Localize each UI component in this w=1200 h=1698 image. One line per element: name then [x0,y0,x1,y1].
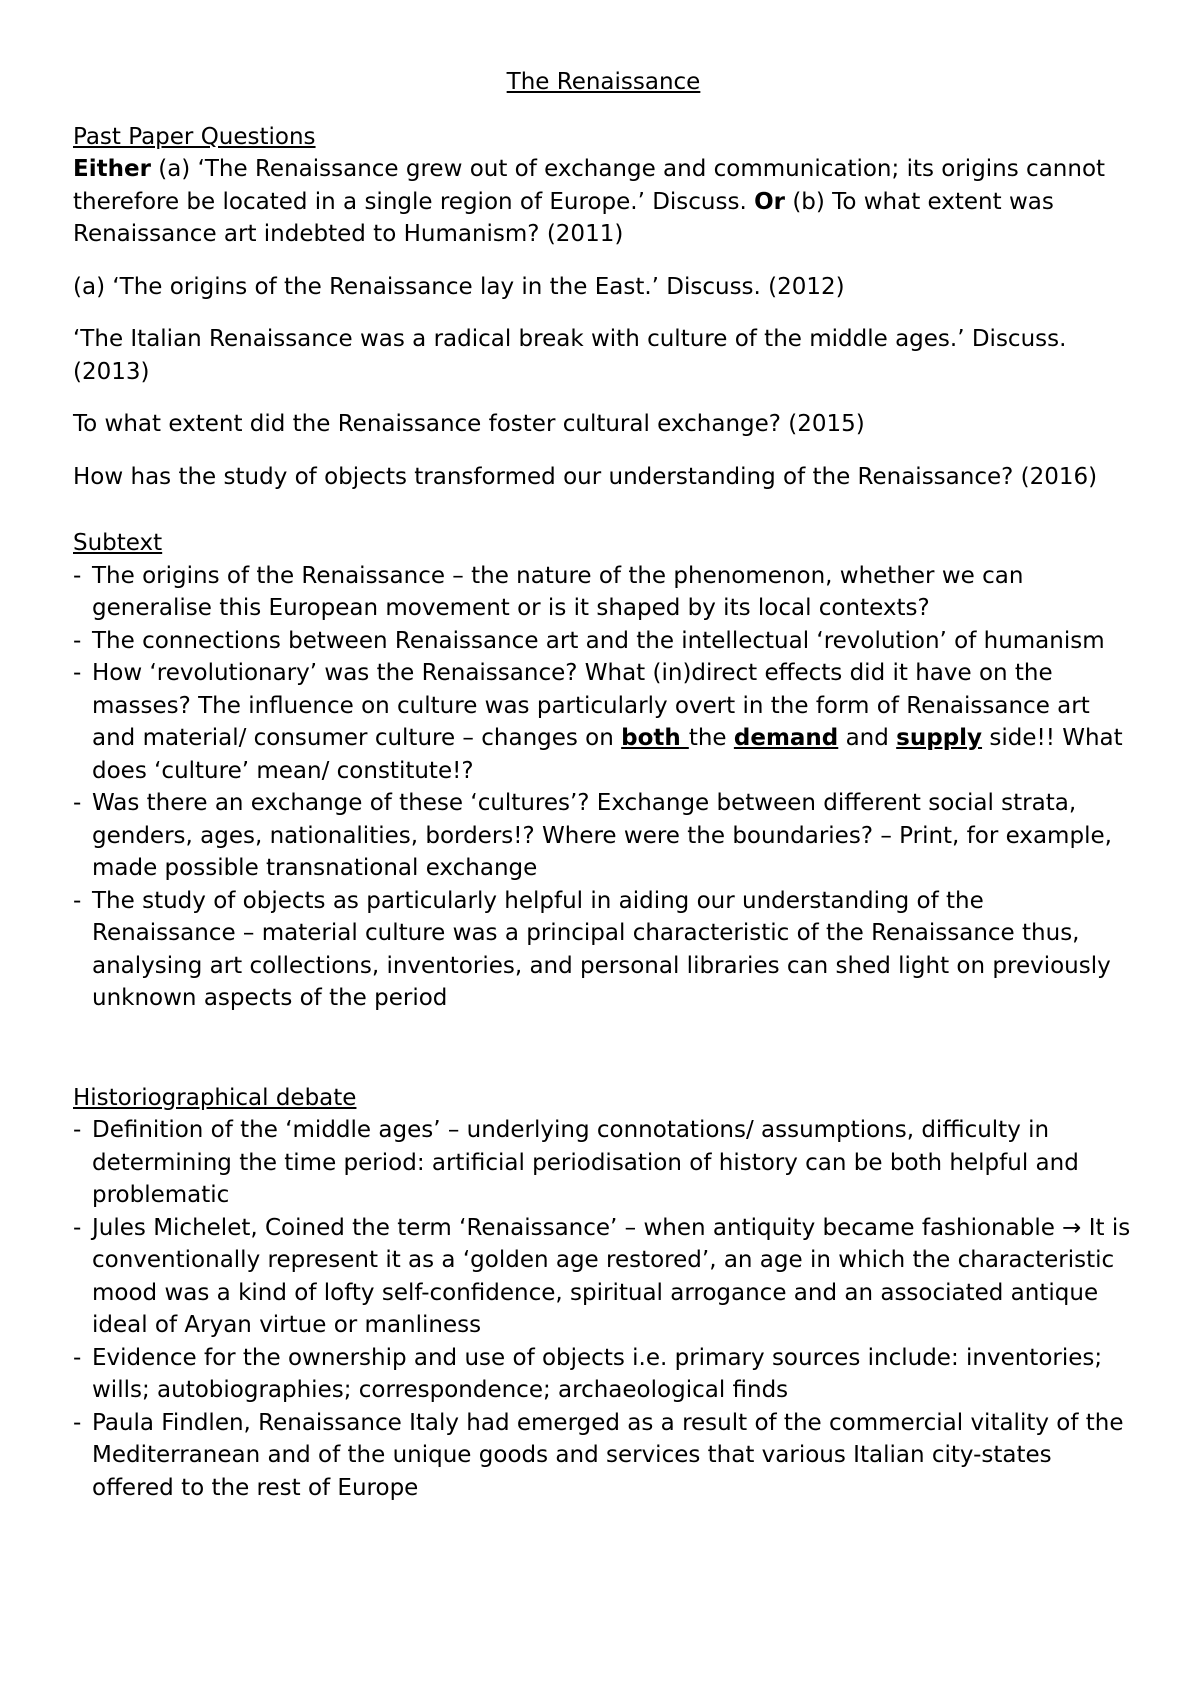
question-2011 [73,153,1134,251]
subtext-list [73,560,1134,1015]
question-2012: (a) ‘The origins of the Renaissance lay in the East.’ Discuss. (2012) [73,273,845,300]
question-2011-part-b: (b) To what extent was Renaissance art indebted to Humanism? (2011) [73,188,1054,247]
list-item: - Jules Michelet, Coined the term ‘Renaissance’ – when antiquity became fashionable → It is conventionally represent it as a ‘golden age restored’, an age in which the characteristic mood was a kind of lofty self-confidence, spiritual arrogance and an associated antique ideal of Aryan virtue or manliness [73,1212,1134,1342]
emphasis-supply: supply [896,725,983,751]
list-item: - The connections between Renaissance art and the intellectual ‘revolution’ of humanism [73,625,1134,658]
list-item-text: and [838,725,897,751]
list-item: - Definition of the ‘middle ages’ – underlying connotations/ assumptions, difficulty in determining the time period: artificial periodisation of history can be both helpful and problematic [73,1114,1134,1212]
past-papers-section [73,121,1134,494]
question-2015: To what extent did the Renaissance foster cultural exchange? (2015) [73,411,865,437]
or-label: Or [754,188,786,215]
page-title: The Renaissance [506,69,701,95]
historiography-list [73,1114,1134,1504]
past-papers-heading: Past Paper Questions [73,123,316,150]
question-2011-part-a: (a) ‘The Renaissance grew out of exchange and communication; its origins cannot therefore be located in a single region of Europe.’ Discuss. [73,156,1106,215]
historiography-heading: Historiographical debate [73,1084,357,1111]
subtext-heading: Subtext [73,530,163,556]
list-item: - Evidence for the ownership and use of objects i.e. primary sources include: inventories; wills; autobiographies; correspondence; archaeological finds [73,1342,1134,1407]
list-item-text: side!! What does ‘culture’ mean/ constitute!? [92,725,1123,784]
list-item: - Paula Findlen, Renaissance Italy had emerged as a result of the commercial vitality of the Mediterranean and of the unique goods and services that various Italian city-states offered to the rest of Europe [73,1407,1134,1505]
subtext-section [73,527,1134,1015]
historiography-section [73,1082,1134,1505]
list-item-text: the [688,725,734,751]
question-2013: ‘The Italian Renaissance was a radical break with culture of the middle ages.’ Discuss. (2013) [73,326,1067,385]
list-item: - Was there an exchange of these ‘cultures’? Exchange between different social strata, genders, ages, nationalities, borders!? Where were the boundaries? – Print, for example, made possible transnational exchange [73,787,1134,885]
emphasis-both: both [621,725,689,751]
list-item [73,657,1134,787]
list-item-text: How ‘revolutionary’ was the Renaissance? What (in)direct effects did it have on the masses? The influence on culture was particularly overt in the form of Renaissance art and material/ consumer culture – changes on [92,660,1090,751]
list-item: - The origins of the Renaissance – the nature of the phenomenon, whether we can generalise this European movement or is it shaped by its local contexts? [73,560,1134,625]
question-2016: How has the study of objects transformed our understanding of the Renaissance? (2016) [73,463,1098,490]
list-item: - The study of objects as particularly helpful in aiding our understanding of the Renaissance – material culture was a principal characteristic of the Renaissance thus, analysing art collections, inventories, and personal libraries can shed light on previously unknown aspects of the period [73,885,1134,1015]
emphasis-demand: demand [733,725,839,751]
either-label: Either [73,156,151,182]
